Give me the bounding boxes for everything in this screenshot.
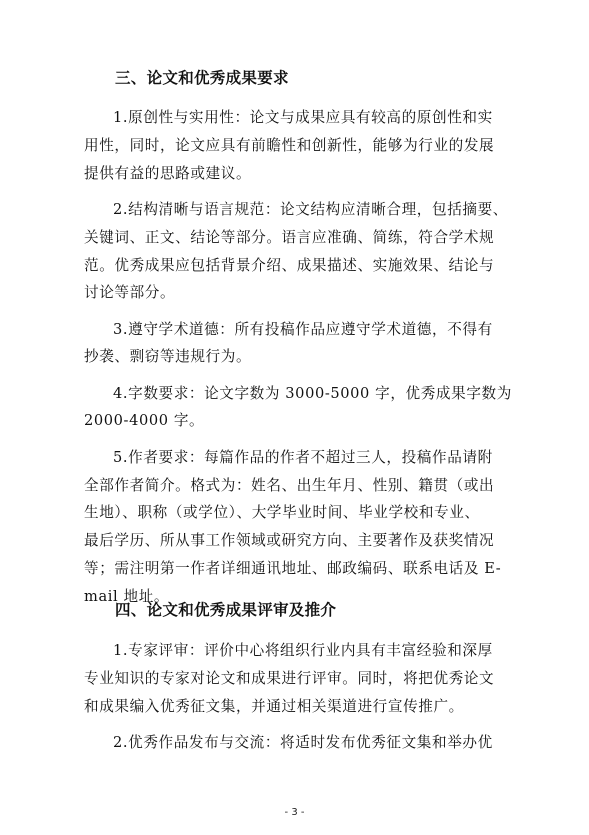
section-4-heading: 四、论文和优秀成果评审及推介 [115,601,337,619]
s3-item1-line3: 提供有益的思路或建议。 [84,165,252,182]
s3-item3-line1: 3.遵守学术道德：所有投稿作品应遵守学术道德，不得有 [113,321,493,338]
s3-item2-line1: 2.结构清晰与语言规范：论文结构应清晰合理，包括摘要、 [113,201,508,218]
s3-item5-line1: 5.作者要求：每篇作品的作者不超过三人，投稿作品请附 [113,449,493,466]
s4-item1-line3: 和成果编入优秀征文集，并通过相关渠道进行宣传推广。 [84,698,464,715]
s3-item1-line2: 用性，同时，论文应具有前瞻性和创新性，能够为行业的发展 [84,137,495,154]
s3-item3-line2: 抄袭、剽窃等违规行为。 [84,348,252,365]
s3-item4-line2: 2000-4000 字。 [84,412,205,429]
s3-item5-line5: 等；需注明第一作者详细通讯地址、邮政编码、联系电话及 E- [84,560,502,577]
s4-item1-line1: 1.专家评审：评价中心将组织行业内具有丰富经验和深厚 [113,642,493,659]
s3-item2-line3: 范。优秀成果应包括背景介绍、成果描述、实施效果、结论与 [84,257,495,274]
s3-item5-line4: 最后学历、所从事工作领域或研究方向、主要著作及获奖情况 [84,532,495,549]
section-3-heading: 三、论文和优秀成果要求 [115,69,289,87]
s3-item5-line2: 全部作者简介。格式为：姓名、出生年月、性别、籍贯（或出 [84,477,495,494]
s3-item5-line3: 生地）、职称（或学位）、大学毕业时间、毕业学校和专业、 [84,504,480,521]
s3-item2-line2: 关键词、正文、结论等部分。语言应准确、简练，符合学术规 [84,229,495,246]
s3-item4-line1: 4.字数要求：论文字数为 3000-5000 字，优秀成果字数为 [113,385,512,402]
s4-item1-line2: 专业知识的专家对论文和成果进行评审。同时，将把优秀论文 [84,670,495,687]
s3-item1-line1: 1.原创性与实用性：论文与成果应具有较高的原创性和实 [113,109,493,126]
s4-item2-line1: 2.优秀作品发布与交流：将适时发布优秀征文集和举办优 [113,734,493,751]
s3-item2-line4: 讨论等部分。 [84,284,176,301]
page-number: - 3 - [284,807,305,818]
s3-item5-line6: mail 地址。 [84,588,170,605]
